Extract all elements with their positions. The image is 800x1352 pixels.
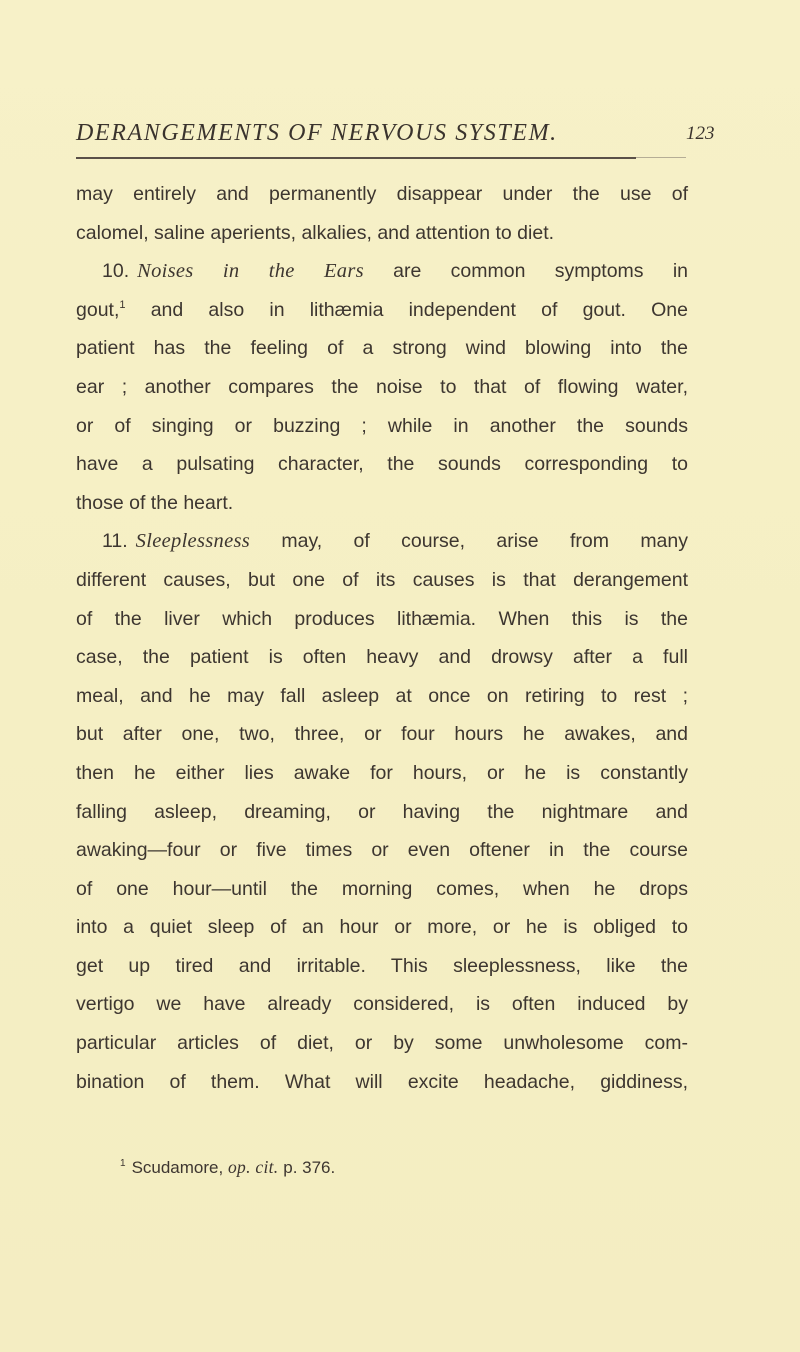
text-fragment: and also in lithæmia independent of gout. One xyxy=(150,298,688,321)
text-fragment: are common symptoms in xyxy=(393,260,689,283)
text-line: have a pulsating character, the sounds corresponding to xyxy=(76,453,688,476)
section-heading-line xyxy=(76,252,688,291)
text-line: patient has the feeling of a strong wind blowing into the xyxy=(76,337,688,360)
text-line: vertigo we have already considered, is often induced by xyxy=(76,993,688,1016)
page-number: 123 xyxy=(686,123,715,144)
text-line: but after one, two, three, or four hours he awakes, and xyxy=(76,723,688,746)
text-line: awaking—four or five times or even oftener in the course xyxy=(76,839,688,862)
text-line: then he either lies awake for hours, or he is constantly xyxy=(76,761,688,784)
text-line: ear ; another compares the noise to that of flowing water, xyxy=(76,375,688,398)
text-line: bination of them. What will excite headache, giddiness, xyxy=(76,1070,688,1093)
section-title: Noises in the Ears xyxy=(137,260,364,283)
text-line: may entirely and permanently disappear under the use of xyxy=(76,183,688,205)
running-title: DERANGEMENTS OF NERVOUS SYSTEM. xyxy=(76,120,558,146)
text-line: falling asleep, dreaming, or having the nightmare and xyxy=(76,800,688,823)
footnote-citation: op. cit. xyxy=(227,1157,279,1177)
section-heading-line xyxy=(76,522,688,561)
text-line: those of the heart. xyxy=(76,491,234,514)
header-rule xyxy=(76,157,636,159)
section-title: Sleeplessness xyxy=(135,530,251,553)
text-fragment: may, of course, arise from many xyxy=(281,530,689,553)
footnote-reference: 1 xyxy=(119,298,126,311)
footnote xyxy=(120,1157,335,1178)
page-header xyxy=(76,120,716,154)
text-fragment: gout, xyxy=(76,298,120,321)
text-line: of the liver which produces lithæmia. When this is the xyxy=(76,607,688,630)
section-number: 10. xyxy=(102,260,130,283)
text-line: calomel, saline aperients, alkalies, and attention to diet. xyxy=(76,221,555,244)
text-line: case, the patient is often heavy and drowsy after a full xyxy=(76,646,688,669)
footnote-mark: 1 xyxy=(120,1158,126,1169)
footnote-author: Scudamore, xyxy=(131,1158,224,1177)
section-number: 11. xyxy=(102,530,128,553)
text-line: different causes, but one of its causes is that derangement xyxy=(76,568,688,591)
text-line: particular articles of diet, or by some unwholesome com- xyxy=(76,1032,688,1055)
body-text xyxy=(76,175,688,1101)
text-line: or of singing or buzzing ; while in another the sounds xyxy=(76,414,688,437)
text-line: meal, and he may fall asleep at once on retiring to rest ; xyxy=(76,684,688,707)
text-line: of one hour—until the morning comes, when he drops xyxy=(76,877,688,900)
text-line: get up tired and irritable. This sleeplessness, like the xyxy=(76,954,688,977)
text-line-with-footnote xyxy=(76,291,688,330)
header-rule-end xyxy=(636,157,686,158)
footnote-page: p. 376. xyxy=(283,1158,336,1177)
text-line: into a quiet sleep of an hour or more, or he is obliged to xyxy=(76,916,688,939)
